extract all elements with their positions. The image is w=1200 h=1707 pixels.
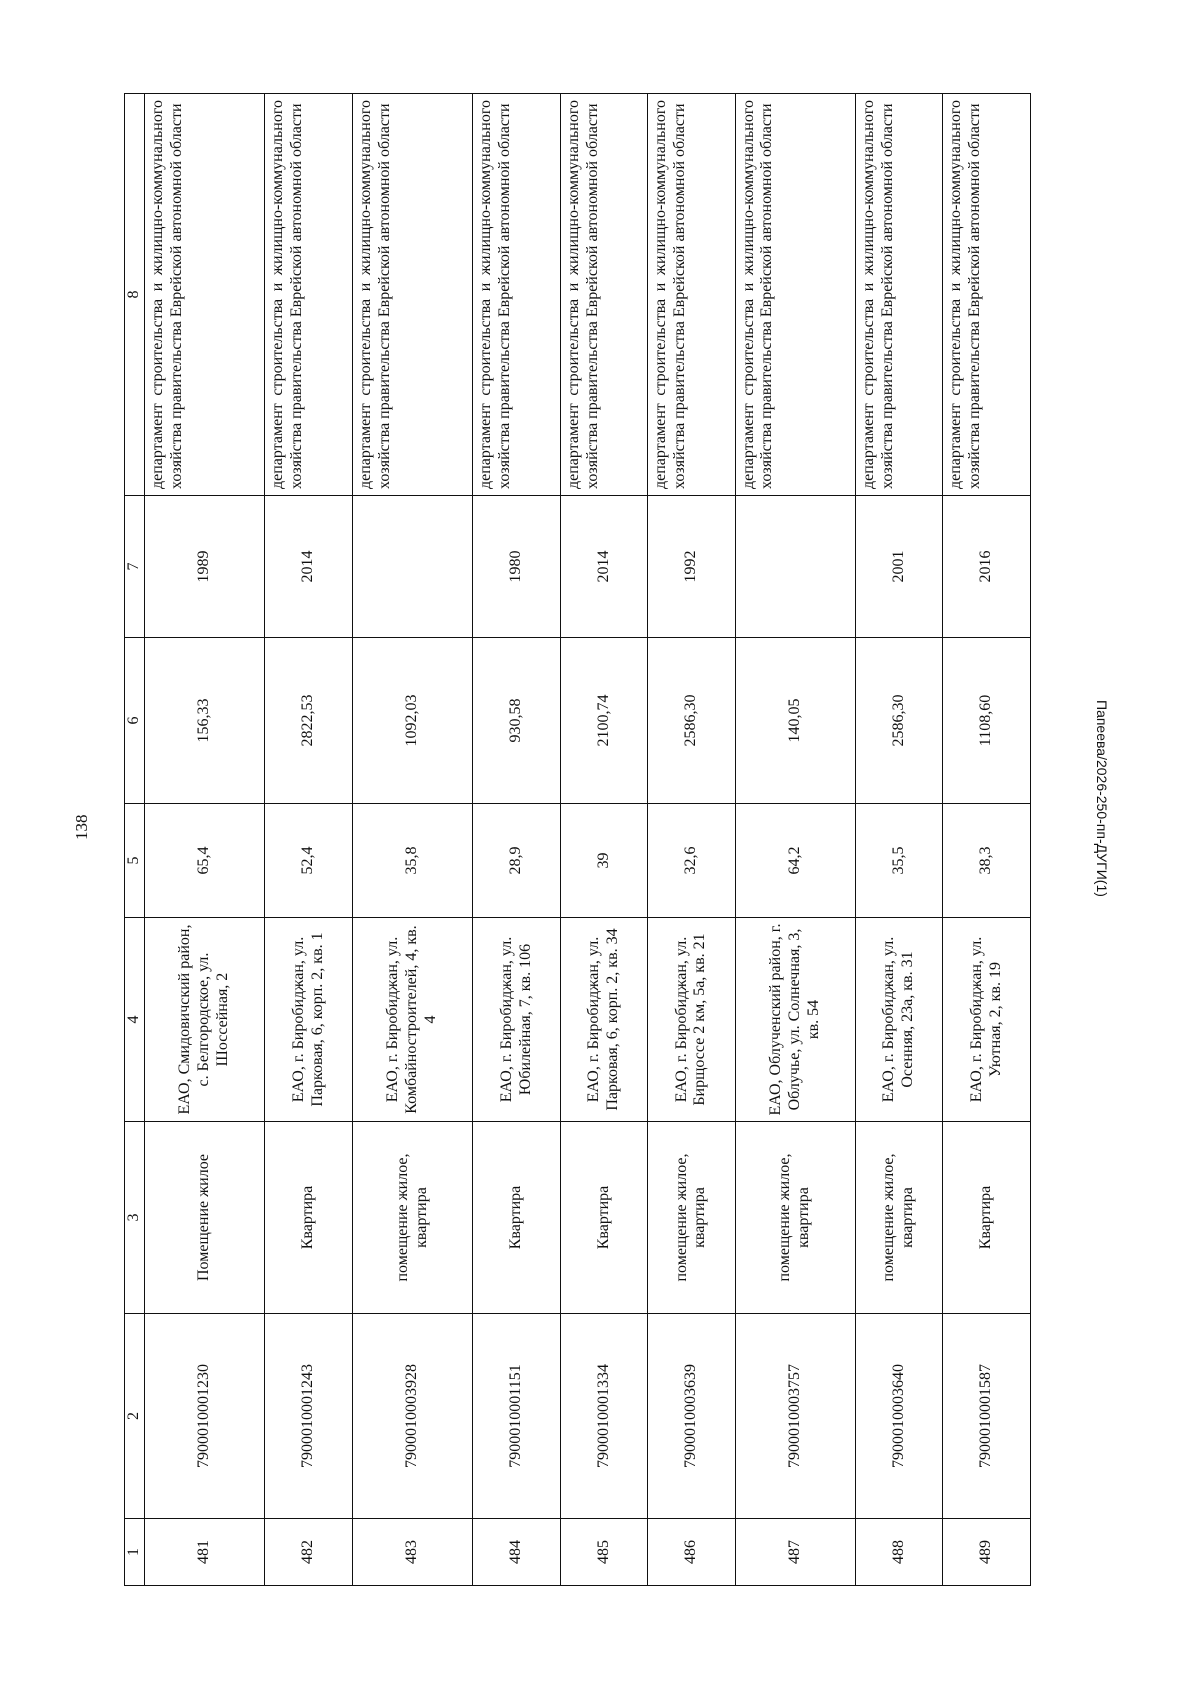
holder-cell: департамент строительства и жилищно-коммунального хозяйства правительства Еврейской автономной области: [856, 94, 943, 496]
column-header: 3: [125, 1122, 145, 1314]
address-cell: ЕАО, г. Биробиджан, ул. Осенняя, 23а, кв. 31: [856, 918, 943, 1122]
table-header-row: [125, 94, 145, 1586]
value-cell: 156,33: [145, 638, 265, 804]
area-cell: 38,3: [943, 804, 1031, 918]
address-cell: ЕАО, Смидовичский район, с. Белгородское, ул. Шоссейная, 2: [145, 918, 265, 1122]
document-id: Папеева/2026-250-пп-ДУГИ(1): [1094, 700, 1110, 897]
object-type-cell: Квартира: [560, 1122, 647, 1314]
registry-number-cell: 7900010001243: [265, 1314, 352, 1519]
column-header: 7: [125, 496, 145, 638]
area-cell: 39: [560, 804, 647, 918]
column-header: 4: [125, 918, 145, 1122]
value-cell: 2100,74: [560, 638, 647, 804]
area-cell: 35,8: [352, 804, 472, 918]
registry-number-cell: 7900010003928: [352, 1314, 472, 1519]
table-row: [265, 94, 352, 1586]
row-number-cell: 486: [648, 1519, 735, 1586]
holder-cell: департамент строительства и жилищно-коммунального хозяйства правительства Еврейской автономной области: [943, 94, 1031, 496]
year-cell: 1989: [145, 496, 265, 638]
property-table-container: [124, 94, 1031, 1586]
object-type-cell: Квартира: [265, 1122, 352, 1314]
table-row: [473, 94, 560, 1586]
object-type-cell: помещение жилое, квартира: [352, 1122, 472, 1314]
object-type-cell: Помещение жилое: [145, 1122, 265, 1314]
registry-number-cell: 7900010001334: [560, 1314, 647, 1519]
column-header: 5: [125, 804, 145, 918]
area-cell: 52,4: [265, 804, 352, 918]
table-row: [352, 94, 472, 1586]
row-number-cell: 481: [145, 1519, 265, 1586]
row-number-cell: 483: [352, 1519, 472, 1586]
registry-number-cell: 7900010003639: [648, 1314, 735, 1519]
object-type-cell: помещение жилое, квартира: [856, 1122, 943, 1314]
registry-number-cell: 7900010001587: [943, 1314, 1031, 1519]
area-cell: 32,6: [648, 804, 735, 918]
area-cell: 65,4: [145, 804, 265, 918]
object-type-cell: помещение жилое, квартира: [648, 1122, 735, 1314]
value-cell: 2822,53: [265, 638, 352, 804]
value-cell: 1092,03: [352, 638, 472, 804]
address-cell: ЕАО, г. Биробиджан, ул. Юбилейная, 7, кв. 106: [473, 918, 560, 1122]
area-cell: 64,2: [735, 804, 855, 918]
registry-number-cell: 7900010003640: [856, 1314, 943, 1519]
table-row: [648, 94, 735, 1586]
year-cell: [352, 496, 472, 638]
address-cell: ЕАО, г. Биробиджан, ул. Комбайностроителей, 4, кв. 4: [352, 918, 472, 1122]
object-type-cell: Квартира: [943, 1122, 1031, 1314]
address-cell: ЕАО, Облученский район, г. Облучье, ул. Солнечная, 3, кв. 54: [735, 918, 855, 1122]
column-header: 8: [125, 94, 145, 496]
row-number-cell: 489: [943, 1519, 1031, 1586]
column-header: 6: [125, 638, 145, 804]
year-cell: [735, 496, 855, 638]
object-type-cell: Квартира: [473, 1122, 560, 1314]
year-cell: 2014: [265, 496, 352, 638]
holder-cell: департамент строительства и жилищно-коммунального хозяйства правительства Еврейской автономной области: [145, 94, 265, 496]
property-table: [124, 93, 1031, 1586]
row-number-cell: 487: [735, 1519, 855, 1586]
row-number-cell: 482: [265, 1519, 352, 1586]
page-number: 138: [72, 814, 91, 840]
table-row: [560, 94, 647, 1586]
table-row: [856, 94, 943, 1586]
year-cell: 2001: [856, 496, 943, 638]
area-cell: 35,5: [856, 804, 943, 918]
object-type-cell: помещение жилое, квартира: [735, 1122, 855, 1314]
row-number-cell: 484: [473, 1519, 560, 1586]
year-cell: 2016: [943, 496, 1031, 638]
holder-cell: департамент строительства и жилищно-коммунального хозяйства правительства Еврейской автономной области: [473, 94, 560, 496]
holder-cell: департамент строительства и жилищно-коммунального хозяйства правительства Еврейской автономной области: [265, 94, 352, 496]
address-cell: ЕАО, г. Биробиджан, ул. Бирщоссе 2 км, 5а, кв. 21: [648, 918, 735, 1122]
address-cell: ЕАО, г. Биробиджан, ул. Парковая, 6, корп. 2, кв. 34: [560, 918, 647, 1122]
holder-cell: департамент строительства и жилищно-коммунального хозяйства правительства Еврейской автономной области: [352, 94, 472, 496]
holder-cell: департамент строительства и жилищно-коммунального хозяйства правительства Еврейской автономной области: [735, 94, 855, 496]
holder-cell: департамент строительства и жилищно-коммунального хозяйства правительства Еврейской автономной области: [560, 94, 647, 496]
area-cell: 28,9: [473, 804, 560, 918]
registry-number-cell: 7900010003757: [735, 1314, 855, 1519]
holder-cell: департамент строительства и жилищно-коммунального хозяйства правительства Еврейской автономной области: [648, 94, 735, 496]
registry-number-cell: 7900010001151: [473, 1314, 560, 1519]
address-cell: ЕАО, г. Биробиджан, ул. Парковая, 6, корп. 2, кв. 1: [265, 918, 352, 1122]
table-row: [735, 94, 855, 1586]
table-row: [145, 94, 265, 1586]
value-cell: 140,05: [735, 638, 855, 804]
registry-number-cell: 7900010001230: [145, 1314, 265, 1519]
value-cell: 930,58: [473, 638, 560, 804]
column-header: 2: [125, 1314, 145, 1519]
table-row: [943, 94, 1031, 1586]
year-cell: 2014: [560, 496, 647, 638]
row-number-cell: 485: [560, 1519, 647, 1586]
year-cell: 1980: [473, 496, 560, 638]
column-header: 1: [125, 1519, 145, 1586]
value-cell: 2586,30: [856, 638, 943, 804]
row-number-cell: 488: [856, 1519, 943, 1586]
value-cell: 2586,30: [648, 638, 735, 804]
year-cell: 1992: [648, 496, 735, 638]
address-cell: ЕАО, г. Биробиджан, ул. Уютная, 2, кв. 19: [943, 918, 1031, 1122]
value-cell: 1108,60: [943, 638, 1031, 804]
